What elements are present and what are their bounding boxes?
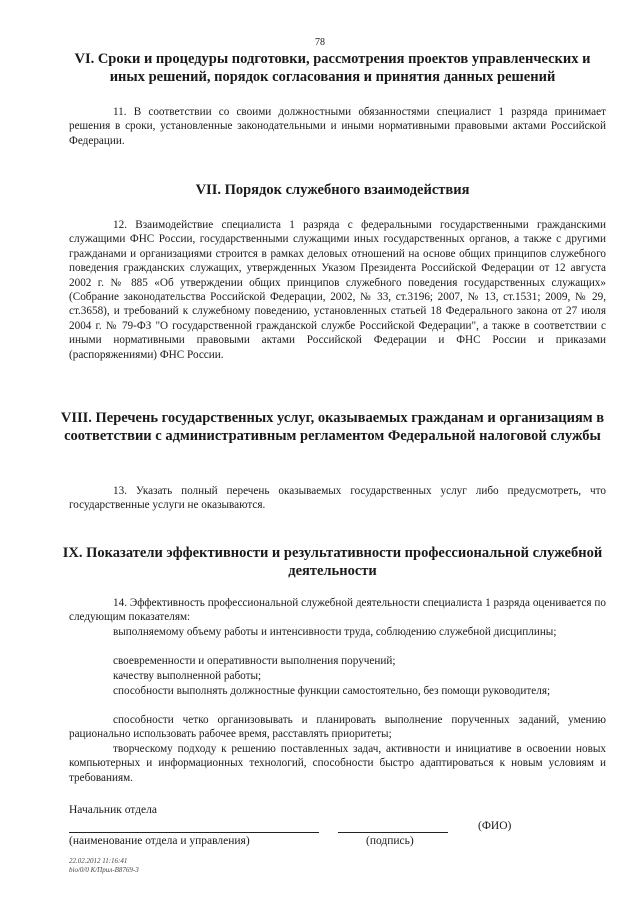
section-vii-heading: VII. Порядок служебного взаимодействия <box>195 182 470 198</box>
indicator-item: качеству выполненной работы; <box>113 670 262 682</box>
signature-caption: (подпись) <box>366 835 414 847</box>
department-caption: (наименование отдела и управления) <box>69 835 250 847</box>
signature-line <box>338 832 448 833</box>
section-viii-heading: VIII. Перечень государственных услуг, оказываемых гражданам и организациям в соответствии с административным регламентом Федеральной налоговой службы <box>60 410 605 444</box>
indicator-item: выполняемому объему работы и интенсивности труда, соблюдению служебной дисциплины; <box>113 626 557 638</box>
footer-timestamp: 22.02.2012 11:16:41 <box>69 857 128 865</box>
footer-document-code: bio/0/0 К/Прил-В8769-3 <box>69 866 139 874</box>
section-ix-heading: IX. Показатели эффективности и результативности профессиональной служебной деятельности <box>62 545 603 579</box>
paragraph-12: 12. Взаимодействие специалиста 1 разряда с федеральными государственными гражданскими служащими ФНС России, государственными служащими иных государственных органов, а также с другими гражданами и организациями строится в рамках деловых отношений на основе общих принципов служебного поведения гражданских служащих, утвержденных Указом Президента Российской Федерации от 12 августа 2002 г. № 885 «Об утверждении общих принципов служебного поведения государственных служащих» (Собрание законодательства Российской Федерации, 2002, № 33, ст.3196; 2007, № 13, ст.1531; 2009, № 29, ст.3658), и требований к служебному поведению, установленных статьей 18 Федерального закона от 27 июля 2004 г. № 79-ФЗ "О государственной гражданской службе Российской Федерации", а также в соответствии с иными нормативными правовыми актами Российской Федерации и ФНС России и приказами (распоряжениями) ФНС России. <box>69 219 606 361</box>
paragraph-11: 11. В соответствии со своими должностными обязанностями специалист 1 разряда принимает решения в сроки, установленные законодательными и иными нормативными правовыми актами Российской Федерации. <box>69 106 606 147</box>
indicator-item: способности четко организовывать и планировать выполнение порученных заданий, умению рационально использовать рабочее время, расставлять приоритеты; <box>69 714 606 741</box>
indicator-item: своевременности и оперативности выполнения поручений; <box>113 655 396 667</box>
indicator-item: способности выполнять должностные функции самостоятельно, без помощи руководителя; <box>113 685 551 697</box>
paragraph-14: 14. Эффективность профессиональной служебной деятельности специалиста 1 разряда оценивается по следующим показателям: <box>69 597 606 624</box>
indicator-item: творческому подходу к решению поставленных задач, активности и инициативе в освоении новых компьютерных и информационных технологий, способности быстро адаптироваться к новым условиям и требованиям. <box>69 743 606 784</box>
signature-title: Начальник отдела <box>69 804 157 816</box>
department-line <box>69 832 319 833</box>
paragraph-13: 13. Указать полный перечень оказываемых государственных услуг либо предусмотреть, что государственные услуги не оказываются. <box>69 485 606 512</box>
section-vi-heading: VI. Сроки и процедуры подготовки, рассмотрения проектов управленческих и иных решений, порядок согласования и принятия данных решений <box>74 51 591 85</box>
page-number: 78 <box>315 37 325 48</box>
name-caption: (ФИО) <box>478 820 512 832</box>
